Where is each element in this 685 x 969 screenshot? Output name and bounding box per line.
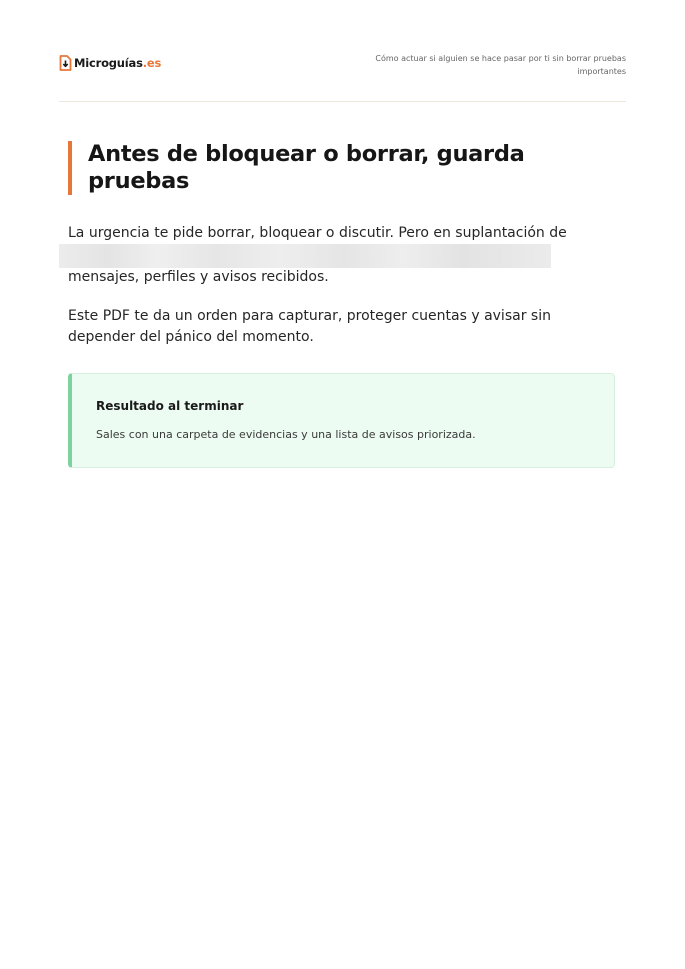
- page-title: Antes de bloquear o borrar, guarda pruebas: [88, 141, 525, 194]
- page-header: [59, 52, 626, 92]
- brand-name: [74, 55, 161, 71]
- brand-logo: [59, 55, 161, 71]
- brand-name-tld: .es: [142, 56, 162, 70]
- section-heading: [68, 141, 588, 195]
- result-callout-title: Resultado al terminar: [96, 399, 244, 413]
- intro-paragraph-line-3: mensajes, perfiles y avisos recibidos.: [68, 269, 329, 285]
- redacted-text-block: [59, 244, 551, 268]
- brand-name-main: Microguías: [74, 56, 143, 70]
- document-download-icon: [59, 55, 72, 71]
- result-callout-text: Sales con una carpeta de evidencias y una lista de avisos priorizada.: [96, 428, 476, 441]
- result-callout: [68, 373, 615, 468]
- explanation-paragraph: Este PDF te da un orden para capturar, proteger cuentas y avisar sin depender del pánico del momento.: [68, 308, 551, 345]
- document-subtitle: Cómo actuar si alguien se hace pasar por ti sin borrar pruebas importantes: [375, 54, 626, 76]
- intro-paragraph-line-1: La urgencia te pide borrar, bloquear o discutir. Pero en suplantación de: [68, 225, 567, 241]
- header-divider: [59, 101, 626, 102]
